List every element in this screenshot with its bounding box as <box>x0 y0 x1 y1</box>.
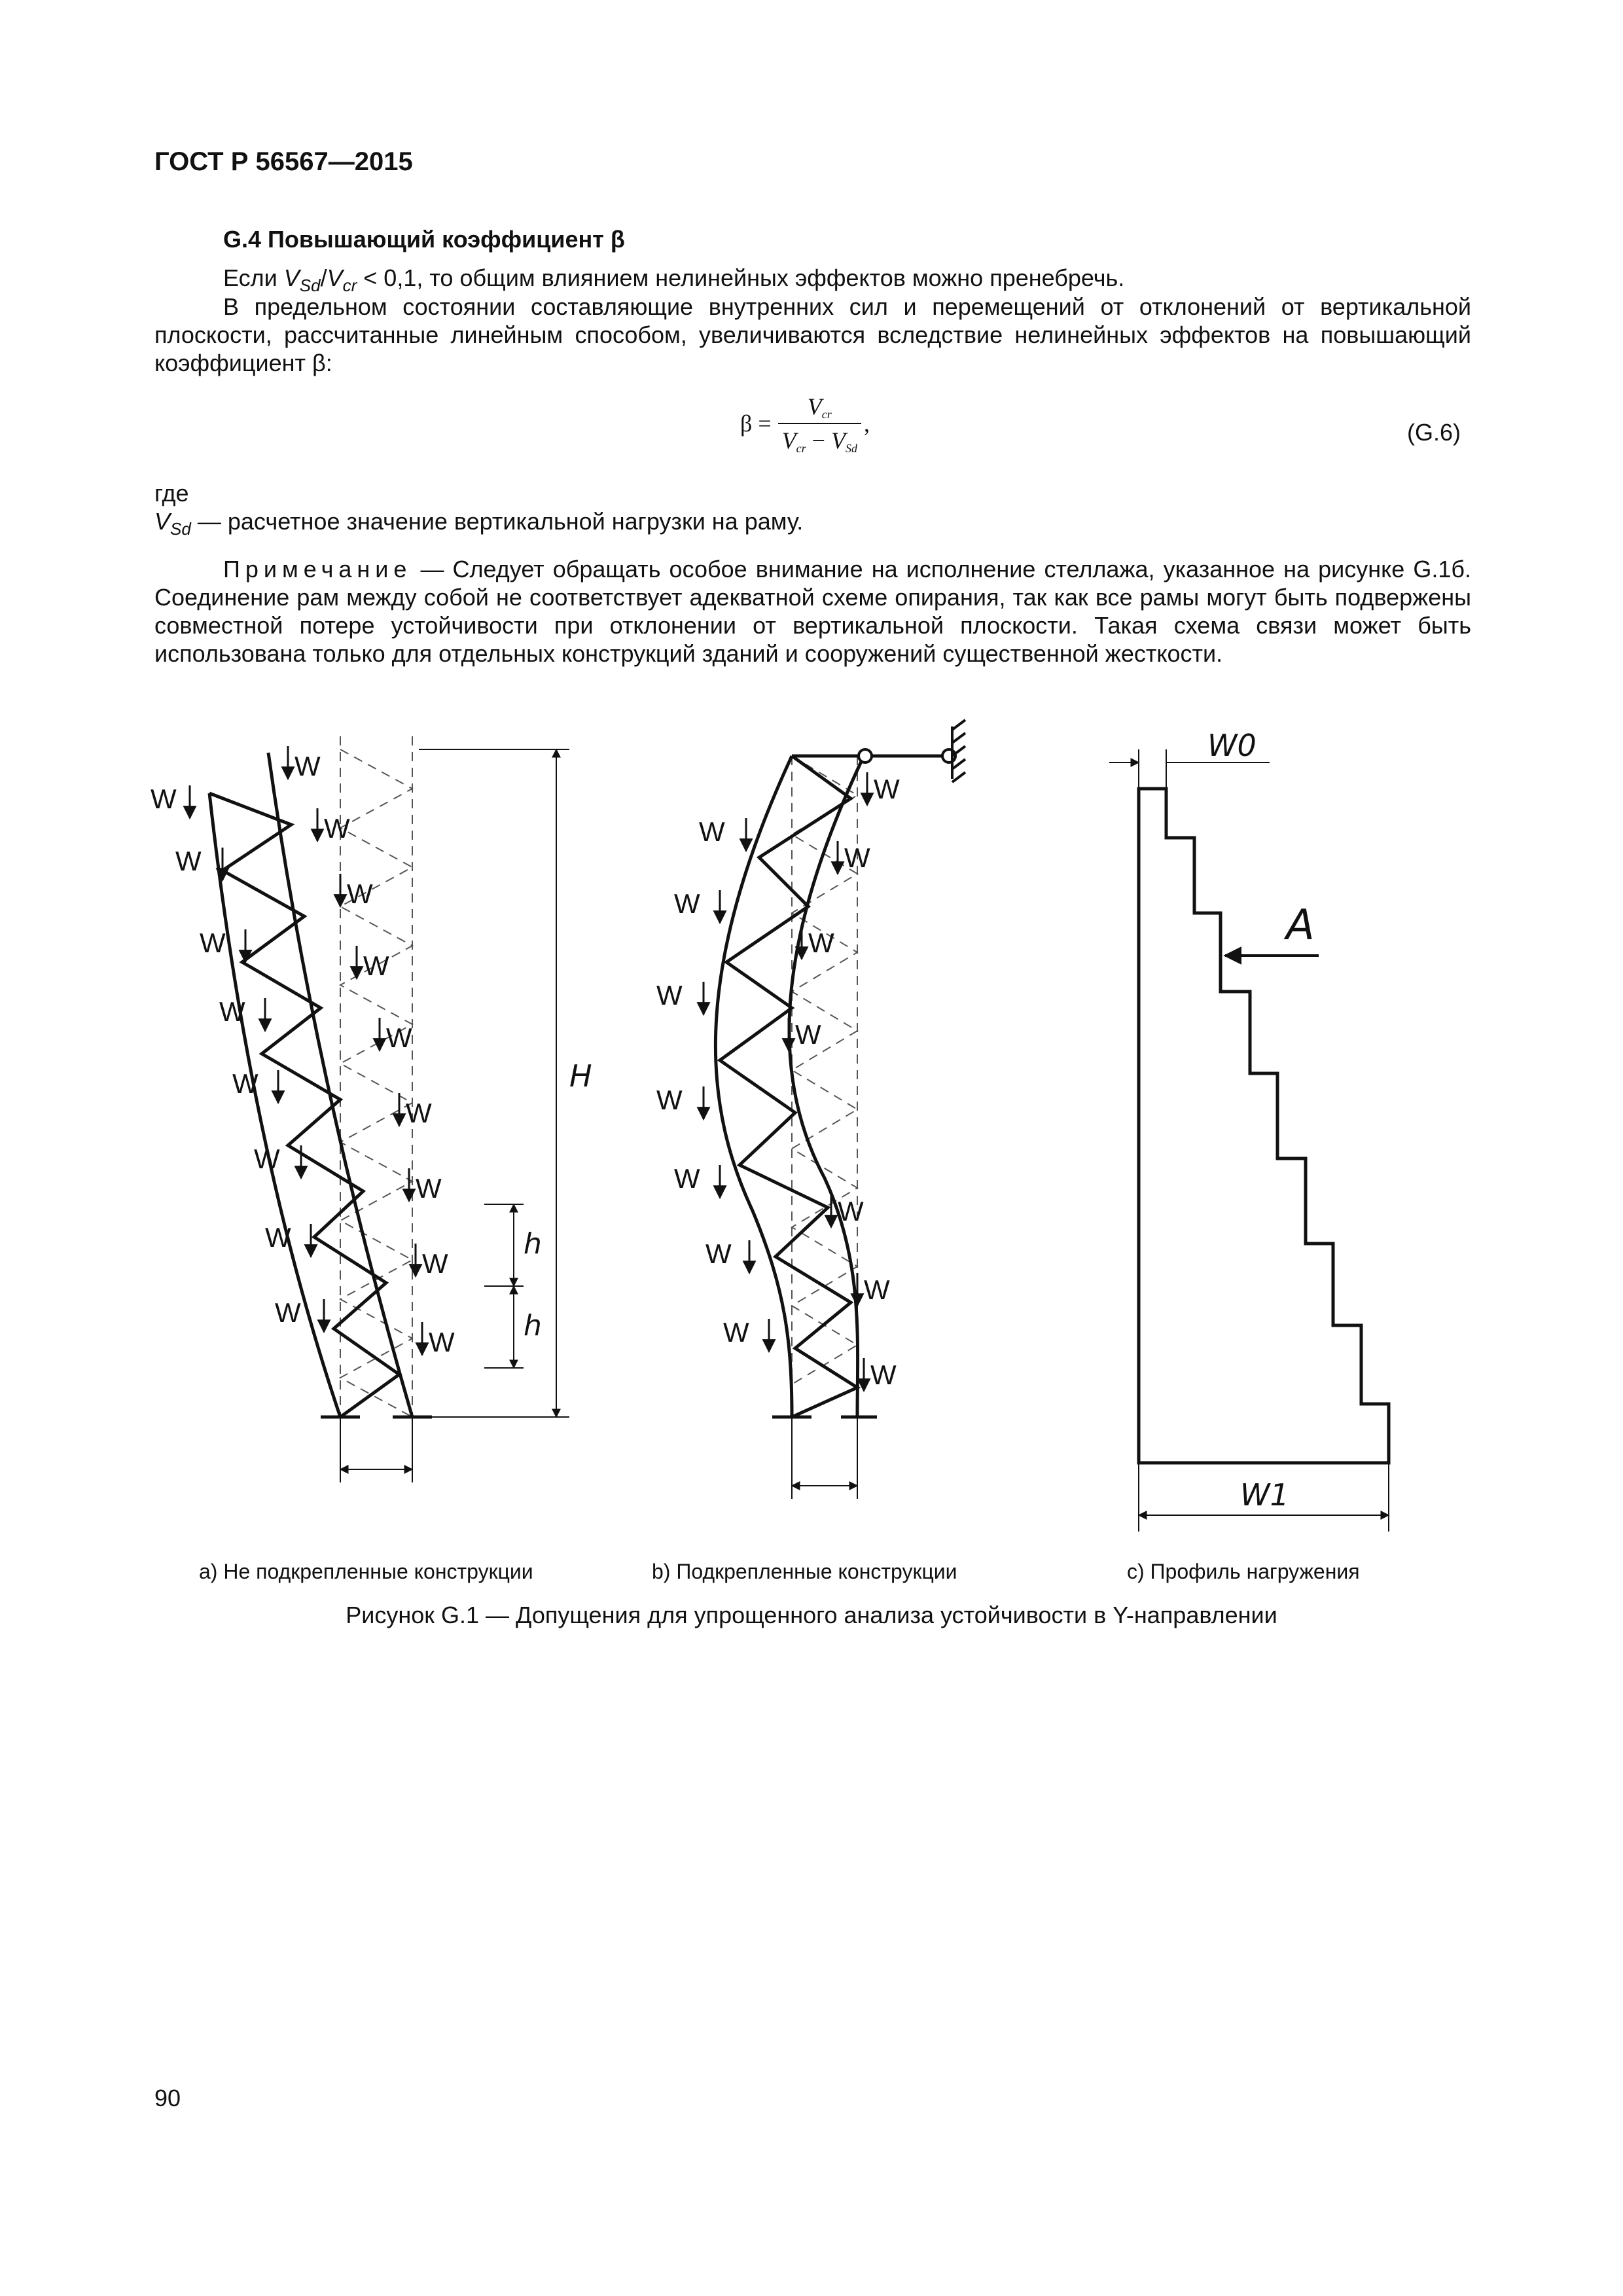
load-arrows-left-b <box>704 818 769 1352</box>
load-label: W <box>795 1019 821 1050</box>
document-header: ГОСТ Р 56567—2015 <box>154 147 413 176</box>
load-label: W <box>232 1068 259 1099</box>
load-label: W <box>265 1222 291 1253</box>
panel-label: h <box>524 1227 542 1261</box>
page-number: 90 <box>154 2085 181 2111</box>
where-label: где <box>154 480 189 507</box>
load-label: W <box>416 1173 442 1204</box>
frame-width-dimension <box>792 1417 857 1499</box>
stepped-load-profile <box>1139 789 1389 1463</box>
note-label: Примечание <box>223 556 412 583</box>
load-label: W <box>674 888 700 919</box>
load-arrows-left-a <box>190 785 324 1332</box>
figure-panel-load-profile <box>1109 728 1389 1532</box>
deformed-frame-b <box>715 756 949 1417</box>
load-label: W <box>656 980 683 1011</box>
load-label: W <box>874 774 900 804</box>
frame-width-dimension <box>340 1417 412 1482</box>
load-label: W <box>674 1163 700 1194</box>
load-label: W <box>870 1359 897 1390</box>
load-label: W <box>347 878 373 909</box>
load-label: W <box>386 1022 412 1053</box>
a-label: A <box>1286 901 1315 950</box>
caption-panel-a: а) Не подкрепленные конструкции <box>199 1560 533 1583</box>
height-dimension <box>419 749 569 1417</box>
load-label: W <box>429 1327 455 1357</box>
load-label: W <box>864 1274 890 1305</box>
caption-panel-c: с) Профиль нагружения <box>1127 1560 1360 1583</box>
caption-panel-b: b) Подкрепленные конструкции <box>652 1560 957 1583</box>
load-label: W <box>324 813 350 844</box>
load-label: W <box>705 1238 732 1269</box>
paragraph-ratio-condition: Если $V_{Sd}/V_{cr} < 0,1$, то общим влиянием нелинейных эффектов можно пренебречь. <box>223 264 1125 295</box>
load-label: W <box>699 816 725 847</box>
note-paragraph: Примечание — Следует обращать особое внимание на исполнение стеллажа, указанное на рисунке G.1б. Соединение рам между собой не соответствует адекватной схеме опирания, так как все рамы могут быть подвержены совместной потере устойчивости при отклонении от вертикальной плоскости. Такая схема связи может быть использована только для отдельных конструкций зданий и сооружений существенной жесткости. <box>154 556 1471 667</box>
load-labels-a <box>151 751 455 1357</box>
equation-number: (G.6) <box>1407 419 1461 446</box>
load-label: W <box>838 1196 864 1227</box>
load-label: W <box>422 1248 448 1279</box>
panel-label: h <box>524 1309 542 1342</box>
figure-panel-braced <box>656 720 965 1499</box>
load-label: W <box>151 783 177 814</box>
hinge-icon <box>859 749 872 762</box>
load-label: W <box>808 927 834 958</box>
panel-dimension <box>484 1204 524 1368</box>
w0-label: W0 <box>1207 728 1257 763</box>
load-label: W <box>363 950 389 981</box>
load-label: W <box>406 1098 432 1128</box>
load-labels-b <box>656 774 900 1390</box>
height-label: H <box>569 1058 592 1094</box>
load-label: W <box>254 1143 280 1174</box>
formula-beta: β = $V_{cr}$ , $V_{cr} - V_{Sd}$ <box>740 393 870 455</box>
section-title: G.4 Повышающий коэффициент β <box>223 226 625 253</box>
formula-lhs: β = <box>740 410 772 437</box>
load-label: W <box>294 751 321 781</box>
load-label: W <box>175 846 202 876</box>
load-label: W <box>219 996 245 1027</box>
w1-label: W1 <box>1240 1477 1289 1513</box>
load-label: W <box>200 927 226 958</box>
figure-title: Рисунок G.1 — Допущения для упрощенного анализа устойчивости в Y-направлении <box>346 1602 1277 1628</box>
formula-denominator: $V_{cr} - V_{Sd}$ <box>781 427 857 455</box>
formula-numerator: $V_{cr}$ <box>778 393 861 423</box>
load-label: W <box>723 1317 749 1348</box>
load-label: W <box>275 1297 301 1328</box>
load-label: W <box>656 1085 683 1115</box>
load-label: W <box>844 842 870 873</box>
figure-panel-unbraced <box>151 736 592 1482</box>
vsd-definition: $V_{Sd}$ — расчетное значение вертикальной нагрузки на раму. <box>154 508 804 539</box>
paragraph-limit-state: В предельном состоянии составляющие внутренних сил и перемещений от отклонений от вертикальной плоскости, рассчитанные линейным способом, увеличиваются вследствие нелинейных эффектов на повышающий коэффициент β: <box>154 293 1471 376</box>
